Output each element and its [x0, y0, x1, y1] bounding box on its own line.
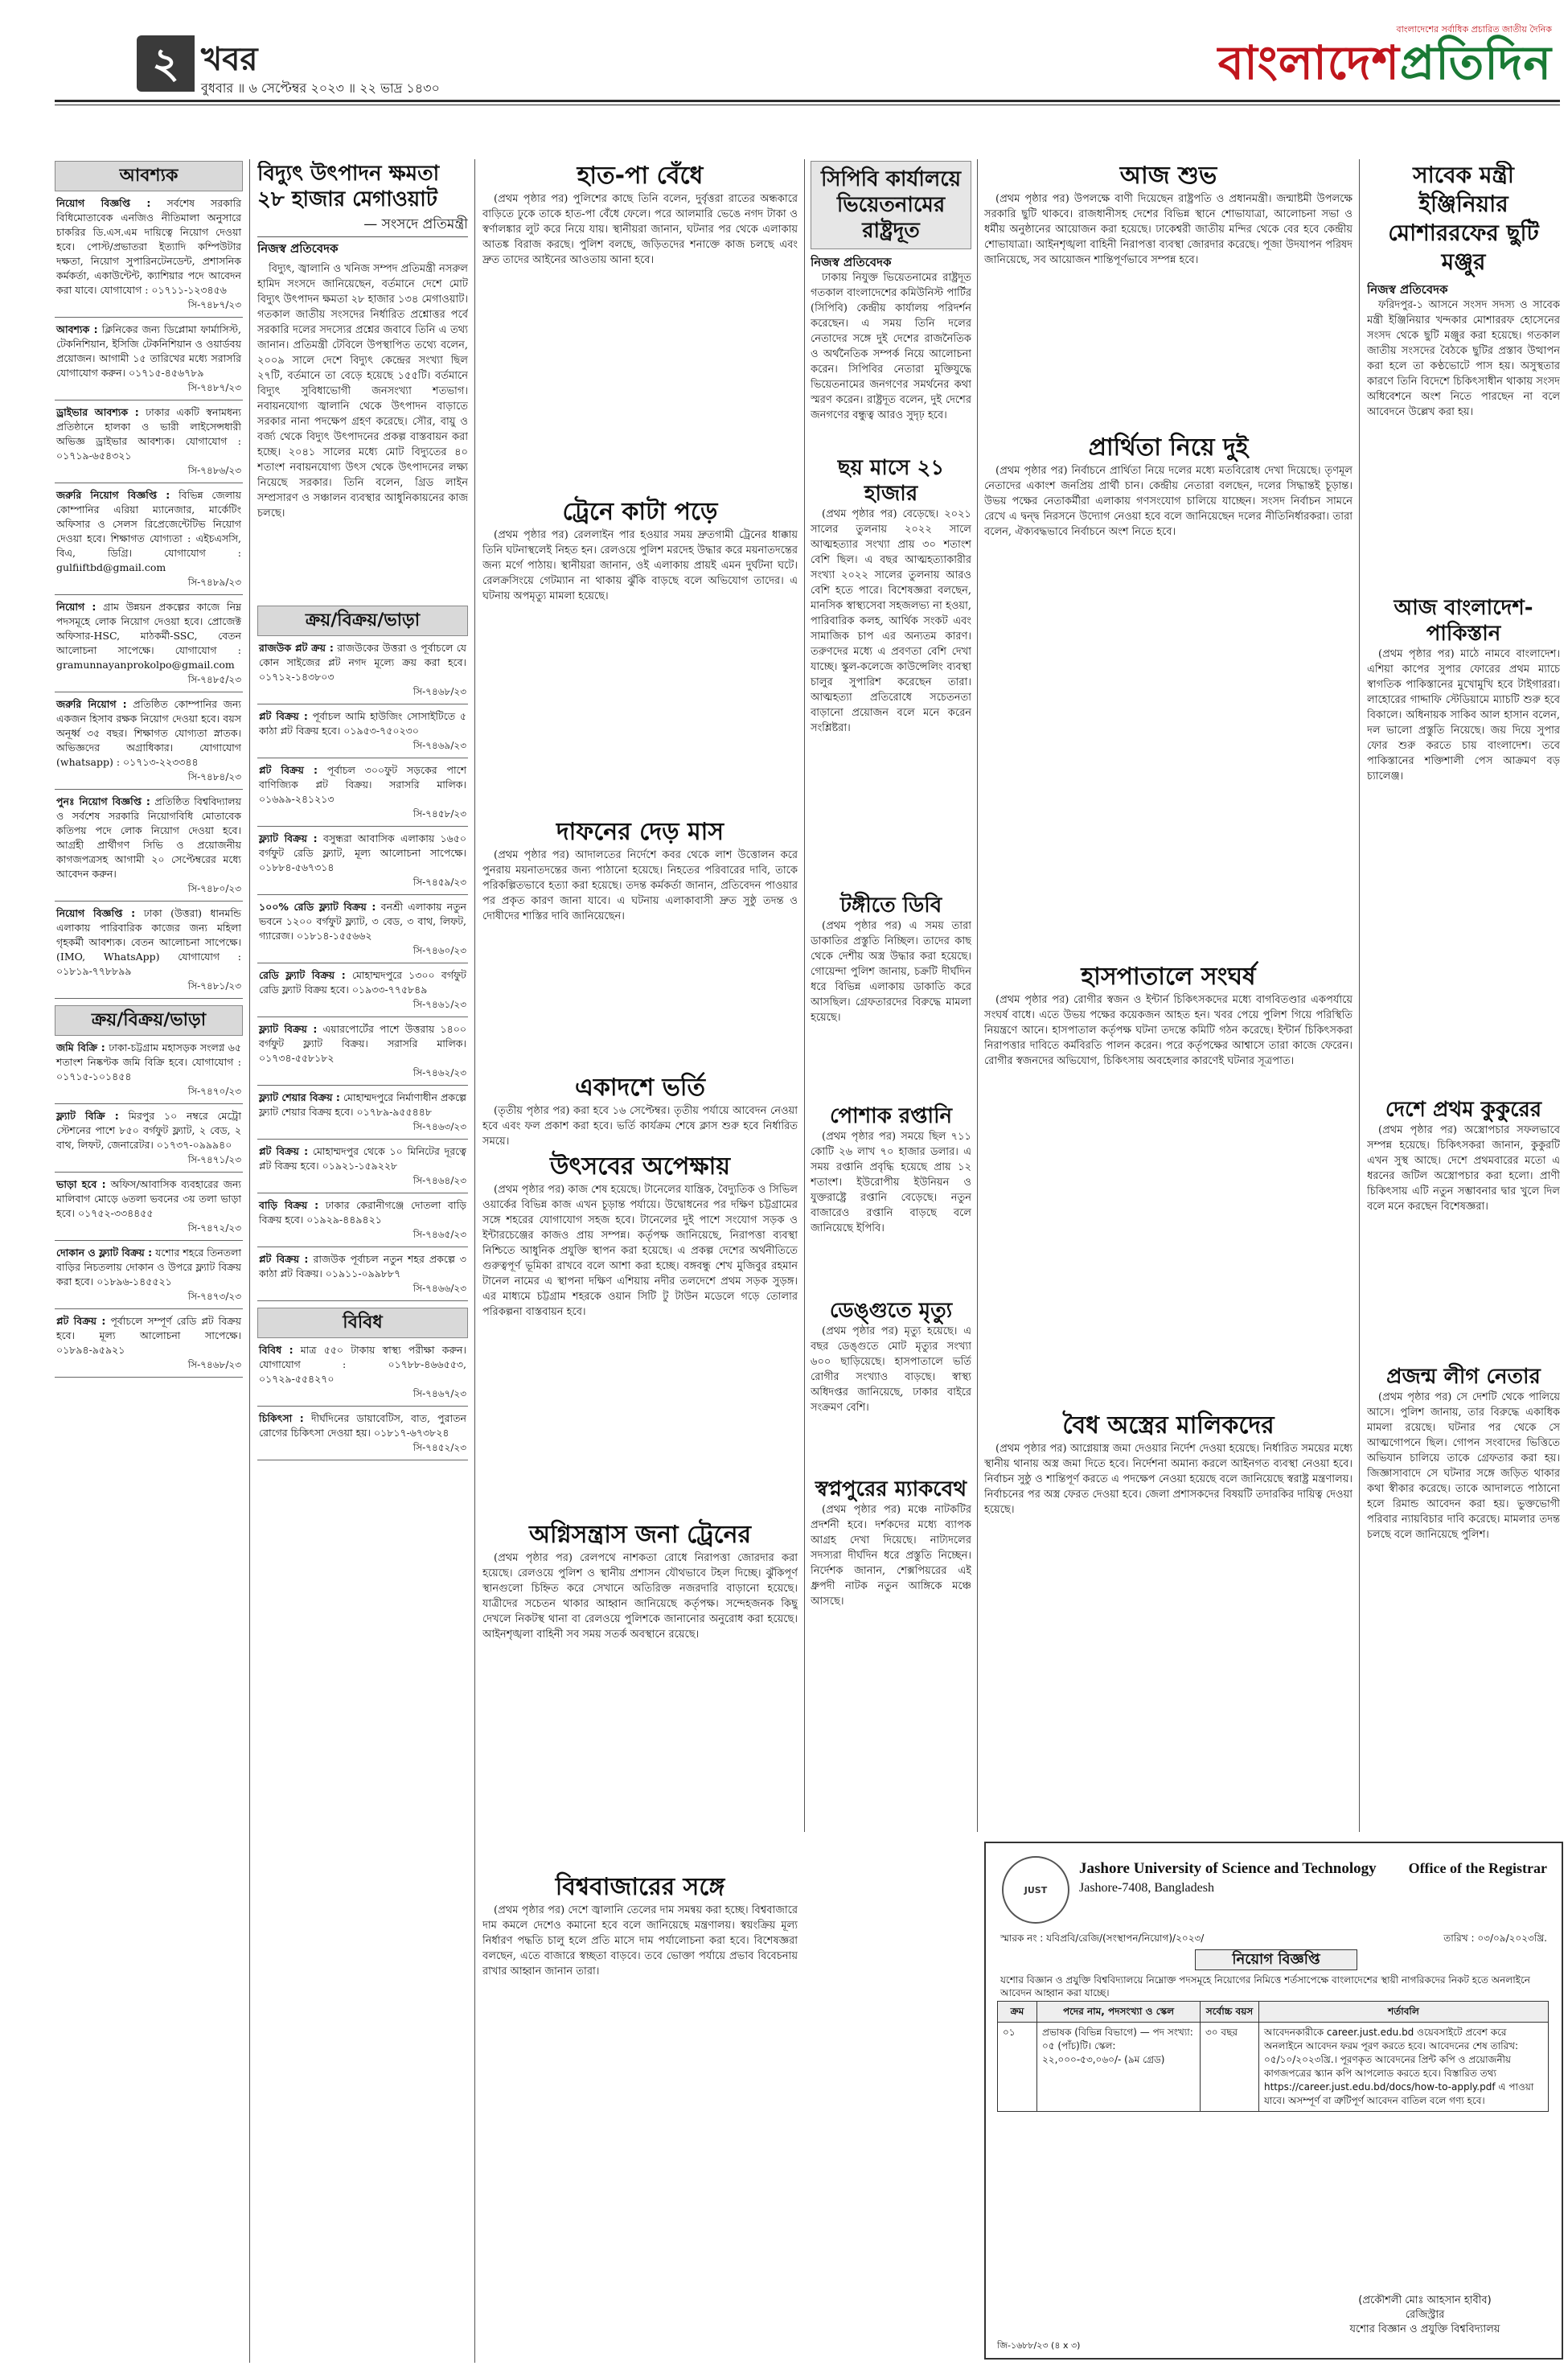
- table-header: পদের নাম, পদসংখ্যা ও স্কেল: [1037, 2002, 1201, 2023]
- article-headline: হাসপাতালে সংঘর্ষ: [1081, 963, 1256, 991]
- classified-ad-code: সি-৭৪৬৩/২৩: [413, 1121, 466, 1132]
- table-header: ক্রম: [998, 2002, 1037, 2023]
- article-headline: বিদ্যুৎ উৎপাদন ক্ষমতা ২৮ হাজার মেগাওয়াট: [257, 162, 440, 212]
- job-table: [997, 2001, 1549, 2112]
- classified-ad-code: সি-৭৪৫৯/২৩: [413, 877, 466, 888]
- article-paragraph: (প্রথম পৃষ্ঠার পর) পুলিশের কাছে তিনি বলেন, দুর্বৃত্তরা রাতের অন্ধকারে বাড়িতে ঢুকে তাকে হাত-পা বেঁধে ফেলে। পরে আলমারি ভেঙে নগদ টাকা ও স্বর্ণালঙ্কার লুট করে নিয়ে যায়। স্থানীয়রা জানান, ঘটনার পর থেকে এলাকায় আতঙ্ক বিরাজ করছে। পুলিশ বলছে, জড়িতদের শনাক্তে কাজ চলছে এবং দ্রুত তাদের আইনের আওতায় আনা হবে।: [482, 193, 798, 266]
- article-paragraph: (প্রথম পৃষ্ঠার পর) মৃত্যু হয়েছে। এ বছর ডেঙ্গুতে মোট মৃত্যুর সংখ্যা ৬০০ ছাড়িয়েছে। হাসপাতালে ভর্তি রোগীর সংখ্যাও বাড়ছে। স্বাস্থ্য অধিদপ্তর জানিয়েছে, ঢাকার বাইরে সংক্রমণ বেশি।: [811, 1325, 971, 1414]
- divider: [257, 236, 468, 237]
- classified-ad-text: ঢাকার কেরানীগঞ্জে দোতলা বাড়ি বিক্রয় হবে। ০১৯২৯-৪৪৯৪২১: [259, 1199, 466, 1226]
- classified-ad-text: ঢাকার একটি স্বনামধন্য প্রতিষ্ঠানে হালকা ও ভারী লাইসেন্সধারী অভিজ্ঞ ড্রাইভার আবশ্যক। যোগাযোগ : ০১৭১৯-৬৫৪৩২১: [56, 406, 241, 462]
- classified-ad-text: বসুন্ধরা আবাসিক এলাকায় ১৬৫০ বর্গফুট রেডি ফ্ল্যাট, মূল্য আলোচনা সাপেক্ষে। ০১৮৮৪-৫৬৭৩১৪: [259, 832, 466, 873]
- classified-ad-text: গ্রাম উন্নয়ন প্রকল্পের কাজে নিম্ন পদসমূহে লোক নিয়োগ দেওয়া হবে। প্রোজেক্ট অফিসার-HSC, মাঠকর্মী-SSC, বেতন আলোচনা সাপেক্ষে। যোগাযোগ : gramunnayanprokolpo@gmail.com: [56, 601, 241, 671]
- classified-ad: [55, 595, 243, 692]
- classified-list-jobs: [55, 191, 243, 999]
- classified-ad-code: সি-৭৪৬৫/২৩: [413, 1229, 466, 1240]
- classified-ad: [257, 1193, 468, 1247]
- classified-ad: [55, 902, 243, 999]
- classified-ad-code: সি-৭৪৬৮/২৩: [413, 686, 466, 697]
- article-headline: ডেঙ্গুতে মৃত্যু: [829, 1299, 953, 1323]
- classified-list-sale: [55, 1036, 243, 1378]
- classified-ad-text: ঢাকা-চট্টগ্রাম মহাসড়ক সংলগ্ন ৬৫ শতাংশ নিষ্কণ্টক জমি বিক্রি হবে। যোগাযোগ : ০১৭১৫-১০১৪৫৪: [56, 1041, 242, 1082]
- classified-ad-text: মিরপুর ১০ নম্বরে মেট্রো স্টেশনের পাশে ৮৫০ বর্গফুট ফ্ল্যাট, ২ বেড, ২ বাথ, লিফট, জেনারেটর। ০১৭৩৭-০৯৯৯৪০: [56, 1110, 241, 1151]
- header-rule: [55, 100, 1560, 102]
- column-rule: [977, 159, 978, 1832]
- classified-ad: [55, 483, 243, 595]
- article-headline: বিশ্ববাজারের সঙ্গে: [555, 1873, 725, 1901]
- classified-ad-title: পুনঃ নিয়োগ বিজ্ঞপ্তি :: [56, 795, 150, 807]
- memo-date: তারিখ : ০৩/০৯/২০২৩খ্রি.: [1443, 1932, 1547, 1944]
- classified-ad: [55, 692, 243, 790]
- article-headline: বৈধ অস্ত্রের মালিকদের: [1062, 1411, 1275, 1440]
- classified-ad-text: পূর্বাচলে সম্পূর্ণ রেডি প্লট বিক্রয় হবে। মূল্য আলোচনা সাপেক্ষে। ০১৮৯৪-৯৫৯২১: [56, 1315, 241, 1356]
- classified-ad-title: রেডি ফ্ল্যাট বিক্রয় :: [259, 969, 346, 981]
- article-body: [482, 1550, 798, 1872]
- classified-ad-title: প্লট বিক্রয় :: [259, 710, 308, 722]
- classified-ad-title: বাড়ি বিক্রয় :: [259, 1199, 319, 1211]
- memo-line: [1000, 1932, 1547, 1945]
- classified-ad: [257, 1247, 468, 1301]
- article-headline: হাত-পা বেঁধে: [577, 162, 704, 190]
- classified-ad-title: প্লট বিক্রয় :: [56, 1315, 106, 1327]
- article-headline: ট্রেনে কাটা পড়ে: [562, 498, 718, 526]
- classified-ad-code: সি-৭৪৬৭/২৩: [413, 1388, 466, 1399]
- signature-title: রেজিস্ট্রার: [1405, 2309, 1445, 2321]
- article-paragraph: (প্রথম পৃষ্ঠার পর) রোগীর স্বজন ও ইন্টার্ন চিকিৎসকদের মধ্যে বাগবিতণ্ডার একপর্যায়ে সংঘর্ষ বাধে। এতে উভয় পক্ষের কয়েকজন আহত হন। খবর পেয়ে পুলিশ গিয়ে পরিস্থিতি নিয়ন্ত্রণে আনে। হাসপাতাল কর্তৃপক্ষ ঘটনা তদন্তে কমিটি গঠন করেছে। ইন্টার্ন চিকিৎসকরা নিরাপত্তার দাবিতে কর্মবিরতি পালন করেন। পরে কর্তৃপক্ষের আশ্বাসে তারা কাজে ফেরেন। রোগীর স্বজনদের অভিযোগ, চিকিৎসায় অবহেলার কারণেই ঘটনার সূত্রপাত।: [984, 994, 1353, 1067]
- article-headline: স্বপ্নপুরের ম্যাকবেথ: [815, 1477, 967, 1501]
- classified-ad-text: মোহাম্মদপুর থেকে ১০ মিনিটের দূরত্বে প্লট বিক্রয় হবে। ০১৯২১-১৫৯২২৮: [259, 1145, 466, 1172]
- classified-ad: [257, 704, 468, 758]
- classified-ad: [55, 318, 243, 400]
- classified-ad-title: জমি বিক্রি :: [56, 1041, 105, 1054]
- classified-ad-code: সি-৭৪৮৯/২৩: [187, 577, 241, 588]
- classified-ad-text: পূর্বাচল ৩০০ফুট সড়কের পাশে বাণিজ্যিক প্লট বিক্রয়। সরাসরি মালিক। ০১৬৯৯-২৪১২১৩: [259, 764, 466, 805]
- classified-ad-title: দোকান ও ফ্ল্যাট বিক্রয় :: [56, 1247, 153, 1259]
- column-rule: [1359, 159, 1360, 1832]
- article-byline: নিজস্ব প্রতিবেদক: [811, 255, 892, 269]
- classified-ad-title: ভাড়া হবে :: [56, 1178, 106, 1190]
- article-body: [1367, 1123, 1560, 1364]
- article-headline: সিপিবি কার্যালয়ে ভিয়েতনামের রাষ্ট্রদূত: [811, 161, 971, 249]
- article-headline: ছয় মাসে ২১ হাজার: [837, 456, 945, 506]
- classified-ad-title: জরুরি নিয়োগ বিজ্ঞপ্তি :: [56, 489, 170, 501]
- article-paragraph: (প্রথম পৃষ্ঠার পর) মাঠে নামবে বাংলাদেশ। এশিয়া কাপের সুপার ফোরের প্রথম ম্যাচে স্বাগতিক পাকিস্তানের মুখোমুখি হবে টাইগাররা। লাহোরের গাদ্দাফি স্টেডিয়ামে ম্যাচটি শুরু হবে বিকালে। অধিনায়ক সাকিব আল হাসান বলেন, দল ভালো প্রস্তুতি নিয়েছে। জয় দিয়ে সুপার ফোর শুরু করতে চায় বাংলাদেশ। তবে পাকিস্তানের শক্তিশালী পেস আক্রমণ বড় চ্যালেঞ্জ।: [1367, 648, 1560, 782]
- classified-ad-text: মোহাম্মদপুরে নির্মাণাধীন প্রকল্পে ফ্ল্যাট শেয়ার বিক্রয় হবে। ০১৭৮৯-৯৫৫৪৪৮: [259, 1091, 466, 1118]
- article-headline: সাবেক মন্ত্রী ইঞ্জিনিয়ার মোশাররফের ছুটি মঞ্জুর: [1388, 162, 1539, 275]
- date-line: বুধবার ॥ ৬ সেপ্টেম্বর ২০২৩ ॥ ২২ ভাদ্র ১৪৩০: [201, 80, 440, 96]
- article-paragraph: (প্রথম পৃষ্ঠার পর) নির্বাচনে প্রার্থিতা নিয়ে দলের মধ্যে মতবিরোধ দেখা দিয়েছে। তৃণমূল নেতাদের একাংশ জনপ্রিয় প্রার্থী চান। কেন্দ্রীয় নেতারা বলছেন, দলের সিদ্ধান্তই চূড়ান্ত। উভয় পক্ষের নেতাকর্মীরা এলাকায় গণসংযোগ চালিয়ে যাচ্ছেন। সংসদ নির্বাচন সামনে রেখে এ দ্বন্দ্ব নিরসনে উদ্যোগ নেওয়া হবে বলে জানিয়েছেন দলের নীতিনির্ধারকরা। তারা বলেন, ঐক্যবদ্ধভাবে নির্বাচনে অংশ নিতে হবে।: [984, 465, 1353, 538]
- article-paragraph: (প্রথম পৃষ্ঠার পর) অস্ত্রোপচার সফলভাবে সম্পন্ন হয়েছে। চিকিৎসকরা জানান, কুকুরটি এখন সুস্থ আছে। দেশে প্রথমবারের মতো এ ধরনের জটিল অস্ত্রোপচার করা হলো। প্রাণী চিকিৎসায় এটি নতুন সম্ভাবনার দ্বার খুলে দিল বলে মনে করছেন বিশেষজ্ঞরা।: [1367, 1124, 1560, 1213]
- classified-ad-title: নিয়োগ বিজ্ঞপ্তি :: [56, 907, 136, 919]
- article-byline: নিজস্ব প্রতিবেদক: [257, 241, 339, 256]
- classified-heading: ক্রয়/বিক্রয়/ভাড়া: [257, 606, 468, 636]
- row-post: প্রভাষক (বিভিন্ন বিভাগে) — পদ সংখ্যা: ০৫ (পাঁচ)টি। স্কেল: ২২,০০০-৫৩,০৬০/- (৯ম গ্রেড): [1037, 2023, 1201, 2112]
- article-headline: উৎসবের অপেক্ষায়: [550, 1152, 730, 1181]
- section-title: খবর: [201, 41, 258, 78]
- classified-ad-text: ঢাকা (উত্তরা) ধানমন্ডি এলাকায় পারিবারিক কাজের জন্য মহিলা গৃহকর্মী আবশ্যক। বেতন আলোচনা সাপেক্ষে। (IMO, WhatsApp) যোগাযোগ : ০১৮১৯-৭৭৮৮৯৯: [56, 907, 241, 977]
- institution-name: Jashore University of Science and Technology: [1079, 1860, 1377, 1877]
- classified-ad-title: ফ্ল্যাট শেয়ার বিক্রয় :: [259, 1091, 340, 1103]
- classifieds-column: [55, 161, 243, 2356]
- article-body: [984, 463, 1353, 962]
- classified-ad-text: দীর্ঘদিনের ডায়াবেটিস, বাত, পুরাতন রোগের চিকিৎসা দেওয়া হয়। ০১৮১৭-৬৭৩৮২৪: [259, 1412, 466, 1439]
- classified-heading-sale: ক্রয়/বিক্রয়/ভাড়া: [55, 1005, 243, 1036]
- masthead: [1037, 24, 1560, 97]
- classified-ad-code: সি-৭৪৮৪/২৩: [187, 771, 241, 782]
- classified-ad-code: সি-৭৪৭২/২৩: [187, 1222, 241, 1234]
- article-paragraph: (প্রথম পৃষ্ঠার পর) কাজ শেষ হয়েছে। টানেলের যান্ত্রিক, বৈদ্যুতিক ও সিভিল ওয়ার্কের বিভিন্ন কাজ এখন চূড়ান্ত পর্যায়ে। উদ্বোধনের পর দক্ষিণ চট্টগ্রামের সঙ্গে শহরের যোগাযোগ সহজ হবে। টানেলের দুই পাশে সংযোগ সড়ক ও ইন্টারচেঞ্জের কাজও প্রায় সম্পন্ন। কর্তৃপক্ষ জানিয়েছে, নিরাপত্তা ব্যবস্থা নিশ্চিতে আধুনিক প্রযুক্তি স্থাপন করা হয়েছে। এ প্রকল্প দেশের অর্থনীতিতে গুরুত্বপূর্ণ ভূমিকা রাখবে বলে আশা করা হচ্ছে। বঙ্গবন্ধু শেখ মুজিবুর রহমান টানেল নামের এ স্থাপনা দক্ষিণ এশিয়ায় নদীর তলদেশে প্রথম সড়ক সুড়ঙ্গ। এর মাধ্যমে চট্টগ্রাম শহরকে ওয়ান সিটি টু টাউন মডেলে গড়ে তোলার পরিকল্পনা বাস্তবায়ন হবে।: [482, 1184, 798, 1318]
- classified-ad-code: সি-৭৪৭০/২৩: [187, 1086, 241, 1097]
- classified-ad-code: সি-৭৪৫৮/২৩: [413, 808, 466, 819]
- article-headline: দেশে প্রথম কুকুরের: [1385, 1098, 1542, 1122]
- article-body: [1367, 1390, 1560, 1834]
- table-row: [998, 2023, 1549, 2112]
- classified-ad: [257, 1140, 468, 1193]
- article-headline: প্রজন্ম লীগ নেতার: [1386, 1365, 1541, 1389]
- institution-address: Jashore-7408, Bangladesh: [1079, 1881, 1214, 1895]
- classified-ad: [55, 1309, 243, 1378]
- masthead-name-b: প্রতিদিন: [1399, 35, 1552, 90]
- column-2: [257, 161, 468, 2356]
- misc-heading: বিবিধ: [257, 1308, 468, 1338]
- classified-ad-title: আবশ্যক :: [56, 323, 98, 335]
- article-body: [482, 1903, 798, 2144]
- classified-ad-code: সি-৭৪৮৭/২৩: [187, 382, 241, 393]
- column-rule: [249, 159, 250, 2363]
- article-paragraph: (প্রথম পৃষ্ঠার পর) সে দেশটি থেকে পালিয়ে আসে। পুলিশ জানায়, তার বিরুদ্ধে একাধিক মামলা রয়েছে। ঘটনার পর থেকে সে আত্মগোপনে ছিল। গোপন সংবাদের ভিত্তিতে অভিযান চালিয়ে তাকে গ্রেফতার করা হয়। জিজ্ঞাসাবাদে সে ঘটনার সঙ্গে জড়িত থাকার কথা স্বীকার করেছে। তাকে আদালতে পাঠানো হলে রিমান্ড আবেদন করা হয়। ভুক্তভোগী পরিবার ন্যায়বিচার দাবি করেছে। মামলার তদন্ত চলছে বলে জানিয়েছে পুলিশ।: [1367, 1391, 1560, 1541]
- classified-ad-code: সি-৭৪৮৫/২৩: [187, 674, 241, 685]
- classified-ad-title: রাজউক প্লট ক্রয় :: [259, 642, 334, 654]
- classified-ad-code: সি-৭৪৬৮/২৩: [187, 1359, 241, 1370]
- classified-ad-code: সি-৭৪৭১/২৩: [187, 1154, 241, 1165]
- classified-ad-code: সি-৭৪৬১/২৩: [413, 999, 466, 1010]
- masthead-logo: [1134, 34, 1552, 92]
- classified-ad-code: সি-৭৪৮১/২৩: [187, 980, 241, 992]
- classified-ad-text: এয়ারপোর্টের পাশে উত্তরায় ১৪০০ বর্গফুট ফ্ল্যাট বিক্রয়। সরাসরি মালিক। ০১৭৩৪-৫৫৮১৮২: [259, 1023, 466, 1064]
- ad-code: জি-১৬৮৮/২৩ (৪ x ৩): [997, 2340, 1081, 2351]
- article-body: [984, 992, 1353, 1411]
- article-headline: আজ বাংলাদেশ-পাকিস্তান: [1394, 596, 1533, 646]
- article-body: [257, 261, 468, 599]
- classified-ad-code: সি-৭৪৫২/২৩: [413, 1442, 466, 1453]
- classified-ad: [55, 1173, 243, 1241]
- classified-ad-title: জরুরি নিয়োগ :: [56, 698, 127, 710]
- classified-ad-title: ফ্ল্যাট বিক্রয় :: [259, 1023, 318, 1035]
- classified-ad: [55, 400, 243, 483]
- article-headline: দাফনের দেড় মাস: [556, 818, 724, 846]
- article-body: [1367, 298, 1560, 595]
- article-paragraph: (প্রথম পৃষ্ঠার পর) আগ্নেয়াস্ত্র জমা দেওয়ার নির্দেশ দেওয়া হয়েছে। নির্ধারিত সময়ের মধ্যে স্থানীয় থানায় অস্ত্র জমা দিতে হবে। নির্দেশনা অমান্য করলে আইনগত ব্যবস্থা নেওয়া হবে। নির্বাচন সুষ্ঠু ও শান্তিপূর্ণ করতে এ পদক্ষেপ নেওয়া হয়েছে বলে জানিয়েছে স্বরাষ্ট্র মন্ত্রণালয়। নির্বাচনের পর অস্ত্র ফেরত দেওয়া হবে। জেলা প্রশাসকদের বিষয়টি তদারকির দায়িত্ব দেওয়া হয়েছে।: [984, 1443, 1353, 1516]
- classified-ad-title: ফ্ল্যাট বিক্রয় :: [259, 832, 318, 844]
- classified-ad-text: যশোর শহরে তিনতলা বাড়ির নিচতলায় দোকান ও উপরে ফ্ল্যাট বিক্রয় করা হবে। ০১৮৯৬-১৪৫৫২১: [56, 1247, 241, 1288]
- classified-ad-code: সি-৭৪৮০/২৩: [187, 883, 241, 894]
- classified-ad-text: রাজউক পূর্বাচল নতুন শহর প্রকল্পে ৩ কাঠা প্লট বিক্রয়। ০১৯১১-০৯৯৮৮৭: [259, 1253, 466, 1279]
- article-paragraph: (তৃতীয় পৃষ্ঠার পর) করা হবে ১৬ সেপ্টেম্বর। তৃতীয় পর্যায়ে আবেদন নেওয়া হবে এবং ফল প্রকাশ করা হবে। ভর্তি কার্যক্রম শেষে ক্লাস শুরু হবে নির্ধারিত সময়ে।: [482, 1105, 798, 1148]
- article-headline: প্রার্থিতা নিয়ে দুই: [1088, 433, 1249, 462]
- office-title: Office of the Registrar: [1408, 1860, 1547, 1876]
- column-rule: [474, 159, 475, 2363]
- article-paragraph: ঢাকায় নিযুক্ত ভিয়েতনামের রাষ্ট্রদূত গতকাল বাংলাদেশের কমিউনিস্ট পার্টির (সিপিবি) কেন্দ্রীয় কার্যালয় পরিদর্শন করেছেন। এ সময় তিনি দলের নেতাদের সঙ্গে দুই দেশের রাজনৈতিক ও অর্থনৈতিক সম্পর্ক নিয়ে আলোচনা করেন। সিপিবির নেতারা মুক্তিযুদ্ধে ভিয়েতনামের জনগণের সমর্থনের কথা স্মরণ করেন। রাষ্ট্রদূত বলেন, দুই দেশের জনগণের বন্ধুত্ব আরও সুদৃঢ় হবে।: [811, 272, 971, 421]
- article-body: [811, 507, 971, 893]
- article-body: [482, 1103, 798, 1152]
- article-paragraph: (প্রথম পৃষ্ঠার পর) এ সময় তারা ডাকাতির প্রস্তুতি নিচ্ছিল। তাদের কাছ থেকে দেশীয় অস্ত্র উদ্ধার করা হয়েছে। গোয়েন্দা পুলিশ জানায়, চক্রটি দীর্ঘদিন ধরে বিভিন্ন এলাকায় ডাকাতি করে আসছিল। গ্রেফতারদের বিরুদ্ধে মামলা হয়েছে।: [811, 920, 971, 1024]
- classified-ad: [55, 1036, 243, 1104]
- article-body: [811, 918, 971, 1103]
- classified-ad: [257, 1086, 468, 1140]
- job-advertisement: [984, 1842, 1563, 2360]
- classified-ad-text: পূর্বাচল আমি হাউজিং সোসাইটিতে ৫ কাঠা প্লট বিক্রয় হবে। ০১৯৫৩-৭৫০২৩০: [259, 710, 466, 737]
- classified-ad-code: সি-৭৪৬০/২৩: [413, 945, 466, 956]
- notice-title: নিয়োগ বিজ্ঞপ্তি: [1195, 1949, 1357, 1970]
- column-rule: [804, 159, 805, 1832]
- article-paragraph: (প্রথম পৃষ্ঠার পর) আদালতের নির্দেশে কবর থেকে লাশ উত্তোলন করে পুনরায় ময়নাতদন্তের জন্য পাঠানো হয়েছে। নিহতের পরিবারের দাবি, তাকে পরিকল্পিতভাবে হত্যা করা হয়েছে। তদন্ত কর্মকর্তা জানান, প্রতিবেদন পাওয়ার পর প্রকৃত কারণ জানা যাবে। এ ঘটনায় এলাকাবাসী দ্রুত সুষ্ঠু তদন্ত ও দোষীদের শাস্তির দাবি জানিয়েছেন।: [482, 849, 798, 922]
- article-body: [811, 1129, 971, 1298]
- article-paragraph: (প্রথম পৃষ্ঠার পর) বেড়েছে। ২০২১ সালের তুলনায় ২০২২ সালে আত্মহত্যার সংখ্যা প্রায় ৩০ শতাংশ বেশি ছিল। এ বছর আত্মহত্যাকারীর সংখ্যা ২০২২ সালের তুলনায় আরও বেশি হতে পারে। বিশেষজ্ঞরা বলছেন, মানসিক স্বাস্থ্যসেবা সহজলভ্য না হওয়া, পারিবারিক কলহ, আর্থিক সংকট এবং সামাজিক চাপ এর অন্যতম কারণ। তরুণদের মধ্যে এ প্রবণতা বেশি দেখা যাচ্ছে। স্কুল-কলেজে কাউন্সেলিং ব্যবস্থা চালুর সুপারিশ করেছেন তারা। আত্মহত্যা প্রতিরোধে সচেতনতা বাড়ানো প্রয়োজন বলে মনে করেন সংশ্লিষ্টরা।: [811, 508, 971, 734]
- classified-ad-title: নিয়োগ :: [56, 601, 96, 613]
- classified-ad-title: ড্রাইভার আবশ্যক :: [56, 406, 139, 418]
- row-terms: আবেদনকারীকে career.just.edu.bd ওয়েবসাইটে প্রবেশ করে অনলাইনে আবেদন ফরম পূরণ করতে হবে। আবেদনের শেষ তারিখ: ০৫/১০/২০২৩খ্রি.। পূরণকৃত আবেদনের প্রিন্ট কপি ও প্রয়োজনীয় কাগজপত্রের স্ক্যান কপি আপলোড করতে হবে। বিস্তারিত তথ্য https://career.just.edu.bd/docs/how-to-apply.pdf এ পাওয়া যাবে। অসম্পূর্ণ বা ত্রুটিপূর্ণ আবেদন বাতিল বলে গণ্য হবে।: [1259, 2023, 1549, 2112]
- article-body: [811, 1502, 971, 1663]
- article-byline: নিজস্ব প্রতিবেদক: [1367, 282, 1448, 297]
- classified-ad-text: বনশ্রী এলাকায় নতুন ভবনে ১২০০ বর্গফুট ফ্ল্যাট, ৩ বেড, ৩ বাথ, লিফট, গ্যারেজ। ০১৮১৪-১৫৫৬৬২: [259, 901, 467, 942]
- classified-ad: [257, 758, 468, 827]
- page-number: ২: [137, 35, 195, 92]
- signature-block: [1320, 2294, 1529, 2337]
- signature-institution: যশোর বিজ্ঞান ও প্রযুক্তি বিশ্ববিদ্যালয়: [1349, 2323, 1500, 2335]
- article-headline: আজ শুভ: [1119, 162, 1217, 190]
- classified-list: [257, 636, 468, 1301]
- article-paragraph: (প্রথম পৃষ্ঠার পর) রেলপথে নাশকতা রোধে নিরাপত্তা জোরদার করা হয়েছে। রেলওয়ে পুলিশ ও স্থানীয় প্রশাসন যৌথভাবে টহল দিচ্ছে। ঝুঁকিপূর্ণ স্থানগুলো চিহ্নিত করে সেখানে অতিরিক্ত নজরদারি বাড়ানো হয়েছে। যাত্রীদের সচেতন থাকার আহ্বান জানিয়েছে কর্তৃপক্ষ। সন্দেহজনক কিছু দেখলে নিকটস্থ থানা বা রেলওয়ে পুলিশকে জানানোর অনুরোধ করা হয়েছে। আইনশৃঙ্খলা বাহিনী সব সময় সতর্ক অবস্থানে রয়েছে।: [482, 1552, 798, 1641]
- classified-ad-title: প্লট বিক্রয় :: [259, 764, 318, 776]
- classified-ad-title: বিবিধ :: [259, 1344, 293, 1356]
- classified-ad-code: সি-৭৪৮৭/২৩: [187, 299, 241, 310]
- column-3: [482, 161, 798, 2356]
- classified-ad: [257, 895, 468, 963]
- classified-ad: [257, 963, 468, 1017]
- masthead-tagline: বাংলাদেশের সর্বাধিক প্রচারিত জাতীয় দৈনিক: [1396, 24, 1552, 35]
- article-headline: টঙ্গীতে ডিবি: [839, 893, 942, 918]
- article-paragraph: (প্রথম পৃষ্ঠার পর) উপলক্ষে বাণী দিয়েছেন রাষ্ট্রপতি ও প্রধানমন্ত্রী। জন্মাষ্টমী উপলক্ষে সরকারি ছুটি থাকবে। রাজধানীসহ দেশের বিভিন্ন স্থানে শোভাযাত্রা, আলোচনা সভা ও ধর্মীয় অনুষ্ঠানের আয়োজন করা হয়েছে। ঢাকেশ্বরী জাতীয় মন্দির থেকে বের হবে কেন্দ্রীয় শোভাযাত্রা। আইনশৃঙ্খলা বাহিনী নিরাপত্তা ব্যবস্থা জোরদার করেছে। পূজা উদযাপন পরিষদ জানিয়েছে, সব আয়োজন শান্তিপূর্ণভাবে সম্পন্ন হবে।: [984, 193, 1353, 266]
- classified-ad-code: সি-৭৪৭৩/২৩: [187, 1291, 241, 1302]
- classified-ad: [257, 1017, 468, 1086]
- classified-ad: [55, 790, 243, 902]
- classified-ad-text: মোহাম্মদপুরে ১৩০০ বর্গফুট রেডি ফ্ল্যাট বিক্রয় হবে। ০১৯৩৩-৭৭৫৮৪৯: [259, 969, 466, 996]
- article-body: [482, 1182, 798, 1520]
- column-5: [984, 161, 1353, 1834]
- classified-ad-text: বিভিন্ন জেলায় কোম্পানির এরিয়া ম্যানেজার, মার্কেটিং অফিসার ও সেলস রিপ্রেজেন্টেটিভ নিয়োগ দেওয়া হবে। শিক্ষাগত যোগ্যতা : এইচএসসি, বিএ, ডিগ্রি। যোগাযোগ : gulfiiftbd@gmail.com: [56, 489, 241, 573]
- article-paragraph: ফরিদপুর-১ আসনে সংসদ সদস্য ও সাবেক মন্ত্রী ইঞ্জিনিয়ার খন্দকার মোশাররফ হোসেনের সংসদ থেকে ছুটি মঞ্জুর করা হয়েছে। গতকাল জাতীয় সংসদের বৈঠকে ছুটির প্রস্তাব উত্থাপন করা হলে তা কণ্ঠভোটে পাস হয়। অসুস্থতার কারণে তিনি বিদেশে চিকিৎসাধীন থাকায় সংসদ অধিবেশনে অংশ নিতে পারছেন না বলে আবেদনে উল্লেখ করা হয়।: [1367, 299, 1560, 418]
- classified-ad-code: সি-৭৪৬৪/২৩: [413, 1175, 466, 1186]
- column-4: [811, 161, 971, 1834]
- memo-number: স্মারক নং : যবিপ্রবি/রেজি/(সংস্থাপন/নিয়োগ)/২০২৩/: [1000, 1932, 1205, 1944]
- university-seal-icon: JUST: [1002, 1856, 1069, 1924]
- classified-ad-text: মাত্র ৫৫০ টাকায় স্বাস্থ্য পরীক্ষা করুন। যোগাযোগ : ০১৭৮৮-৪৬৬৫৫৩, ০১৭২৯-৫৫৪২৭০: [259, 1344, 466, 1385]
- classified-ad: [55, 1104, 243, 1173]
- classified-ad-title: নিয়োগ বিজ্ঞপ্তি :: [56, 197, 151, 209]
- classified-ad: [55, 1241, 243, 1309]
- classified-ad: [257, 1407, 468, 1460]
- row-number: ০১: [998, 2023, 1037, 2112]
- row-age: ৩০ বছর: [1201, 2023, 1259, 2112]
- article-headline: একাদশে ভর্তি: [575, 1074, 705, 1102]
- classified-ad-title: প্লট বিক্রয় :: [259, 1145, 309, 1157]
- article-headline: পোশাক রপ্তানি: [829, 1104, 953, 1128]
- classified-ad: [257, 636, 468, 704]
- article-paragraph: (প্রথম পৃষ্ঠার পর) রেললাইন পার হওয়ার সময় দ্রুতগামী ট্রেনের ধাক্কায় তিনি ঘটনাস্থলেই নিহত হন। রেলওয়ে পুলিশ মরদেহ উদ্ধার করে ময়নাতদন্তের জন্য মর্গে পাঠায়। স্থানীয়রা জানান, ওই এলাকায় প্রায়ই এমন দুর্ঘটনা ঘটে। রেলক্রসিংয়ে গেটম্যান না থাকায় ঝুঁকি বাড়ছে বলে অভিযোগ তাদের। এ ঘটনায় অপমৃত্যু মামলা হয়েছে।: [482, 529, 798, 602]
- article-body: [1367, 647, 1560, 1097]
- classified-ad-code: সি-৭৪৮৬/২৩: [187, 465, 241, 476]
- classified-ad-title: প্লট বিক্রয় :: [259, 1253, 309, 1265]
- table-header: সর্বোচ্চ বয়স: [1201, 2002, 1259, 2023]
- classified-ad: [55, 191, 243, 318]
- classified-ad-text: ক্লিনিকের জন্য ডিপ্লোমা ফার্মাসিস্ট, টেকনিশিয়ান, ইসিজি টেকনিশিয়ান ও ওয়ার্ডবয় প্রয়োজন। আগামী ১৫ তারিখের মধ্যে সরাসরি যোগাযোগ করুন। ০১৭১৫-৪৫৬৭৮৯: [56, 323, 241, 379]
- classified-heading-jobs: আবশ্যক: [55, 161, 243, 191]
- article-headline: অগ্নিসন্ত্রাস জনা ট্রেনের: [528, 1521, 752, 1549]
- article-body: [984, 1441, 1353, 1811]
- signature-name: (প্রকৌশলী মোঃ আহসান হাবীব): [1358, 2294, 1492, 2306]
- classified-ad: [257, 827, 468, 895]
- article-body: [482, 528, 798, 817]
- classified-ad-text: প্রতিষ্ঠিত কোম্পানির জন্য একজন হিসাব রক্ষক নিয়োগ দেওয়া হবে। বয়স অনূর্ধ্ব ৩৫ বছর। শিক্ষাগত যোগ্যতা স্নাতক। অভিজ্ঞদের অগ্রাধিকার। যোগাযোগ (whatsapp) : ০১৭১৩-২২৩৩৪৪: [56, 698, 241, 768]
- article-body: [482, 848, 798, 1073]
- classified-ad-code: সি-৭৪৬৬/২৩: [413, 1283, 466, 1294]
- classified-ad-text: সর্বশেষ সরকারি বিধিমোতাবেক এনজিও নীতিমালা অনুসারে চাকরির ডি.এস.এম দায়িত্বে নিয়োগ দেওয়া হবে। পোস্ট/প্রভাতরা ইত্যাদি কম্পিউটার দক্ষতা, নিয়োগ সুপারিনটেনডেন্ট, প্রশাসনিক কর্মকর্তা, একাউন্টেন্ট, ক্যাশিয়ার পদে আবেদন করা যাবে। যোগাযোগ : ০১৭১১-১২৩৪৫৬: [56, 197, 241, 296]
- classified-ad: [257, 1338, 468, 1407]
- table-header: শর্তাবলি: [1259, 2002, 1549, 2023]
- article-paragraph: (প্রথম পৃষ্ঠার পর) সময়ে ছিল ৭১১ কোটি ২৬ লাখ ৭০ হাজার ডলার। এ সময় রপ্তানি প্রবৃদ্ধি হয়েছে প্রায় ১২ শতাংশ। ইউরোপীয় ইউনিয়ন ও যুক্তরাষ্ট্রে রপ্তানি বেড়েছে। নতুন বাজারেও রপ্তানি বাড়ছে বলে জানিয়েছে ইপিবি।: [811, 1131, 971, 1234]
- classified-ad-title: চিকিৎসা :: [259, 1412, 304, 1424]
- classified-ad-code: সি-৭৪৬২/২৩: [413, 1067, 466, 1078]
- masthead-name-a: বাংলাদেশ: [1217, 35, 1400, 90]
- article-body: [482, 191, 798, 497]
- classified-ad-text: অফিস/আবাসিক ব্যবহারের জন্য মালিবাগ মোড়ে ৬তলা ভবনের ৩য় তলা ভাড়া হবে। ০১৭৫২-৩৩৪৪৫৫: [56, 1178, 241, 1219]
- article-subhead: — সংসদে প্রতিমন্ত্রী: [363, 216, 468, 232]
- misc-list: [257, 1338, 468, 1460]
- classified-ad-title: ফ্ল্যাট বিক্রি :: [56, 1110, 119, 1122]
- article-body: [984, 191, 1353, 433]
- classified-ad-text: রাজউকের উত্তরা ও পূর্বাচলে যে কোন সাইজের প্লট নগদ মূল্যে ক্রয় করা হবে। ০১৭১২-১৪৩৮০৩: [259, 642, 466, 683]
- article-body: [811, 1324, 971, 1477]
- article-paragraph: (প্রথম পৃষ্ঠার পর) মঞ্চে নাটকটির প্রদর্শনী হবে। দর্শকদের মধ্যে ব্যাপক আগ্রহ দেখা দিয়েছে। নাট্যদলের সদস্যরা দীর্ঘদিন ধরে প্রস্তুতি নিচ্ছেন। নির্দেশক জানান, শেক্সপিয়রের এই ধ্রুপদী নাটক নতুন আঙ্গিকে মঞ্চে আসছে।: [811, 1504, 971, 1608]
- classified-ad-text: প্রতিষ্ঠিত বিশ্ববিদ্যালয় ও সর্বশেষ সরকারি নিয়োগবিধি মোতাবেক কতিপয় পদে লোক নিয়োগ দেওয়া হবে। আগ্রহী প্রার্থীগণ সিভি ও প্রয়োজনীয় কাগজপত্রসহ আগামী ২০ সেপ্টেম্বরের মধ্যে আবেদন করুন।: [56, 795, 241, 880]
- notice-intro: যশোর বিজ্ঞান ও প্রযুক্তি বিশ্ববিদ্যালয়ে নিম্নোক্ত পদসমূহে নিয়োগের নিমিত্তে শর্তসাপেক্ষে বাংলাদেশের স্থায়ী নাগরিকদের নিকট হতে অনলাইনে আবেদন আহ্বান করা যাচ্ছে।: [1000, 1974, 1530, 1998]
- article-body: [811, 270, 971, 455]
- classified-ad-title: ১০০% রেডি ফ্ল্যাট বিক্রয় :: [259, 901, 376, 913]
- column-6: [1367, 161, 1560, 1834]
- article-paragraph: (প্রথম পৃষ্ঠার পর) দেশে জ্বালানি তেলের দাম সমন্বয় করা হচ্ছে। বিশ্ববাজারে দাম কমলে দেশেও কমানো হবে বলে জানিয়েছে মন্ত্রণালয়। স্বয়ংক্রিয় মূল্য নির্ধারণ পদ্ধতি চালু হলে প্রতি মাসে দাম পর্যালোচনা করা হবে। বিশেষজ্ঞরা বলছেন, এতে বাজারে স্বচ্ছতা বাড়বে। তবে ভোক্তা পর্যায়ে প্রভাব বিবেচনায় রাখার আহ্বান জানান তারা।: [482, 1904, 798, 1978]
- article-paragraph: বিদ্যুৎ, জ্বালানি ও খনিজ সম্পদ প্রতিমন্ত্রী নসরুল হামিদ সংসদে জানিয়েছেন, বর্তমানে দেশে মোট বিদ্যুৎ উৎপাদন ক্ষমতা ২৮ হাজার ১৩৪ মেগাওয়াট। গতকাল জাতীয় সংসদের নির্ধারিত প্রশ্নোত্তর পর্বে সরকারি দলের সদস্যের প্রশ্নের জবাবে তিনি এ তথ্য জানান। প্রতিমন্ত্রী টেবিলে উপস্থাপিত তথ্যে বলেন, ২০০৯ সালে দেশে বিদ্যুৎ কেন্দ্রের সংখ্যা ছিল ২৭টি, বর্তমানে তা বেড়ে হয়েছে ১৫৫টি। বর্তমানে বিদ্যুৎ সুবিধাভোগী জনসংখ্যা শতভাগ। নবায়নযোগ্য জ্বালানি থেকে উৎপাদন বাড়াতে সরকার নানা পদক্ষেপ গ্রহণ করেছে। সৌর, বায়ু ও বর্জ্য থেকে বিদ্যুৎ উৎপাদনের প্রকল্প বাস্তবায়ন করা হচ্ছে। ২০৪১ সালের মধ্যে মোট বিদ্যুতের ৪০ শতাংশ নবায়নযোগ্য উৎস থেকে উৎপাদনের লক্ষ্য নিয়েছে সরকার। তিনি বলেন, গ্রিড লাইন সম্প্রসারণ ও সঞ্চালন ব্যবস্থার আধুনিকায়নের কাজ চলছে।: [257, 263, 468, 520]
- classified-ad-code: সি-৭৪৬৯/২৩: [413, 740, 466, 751]
